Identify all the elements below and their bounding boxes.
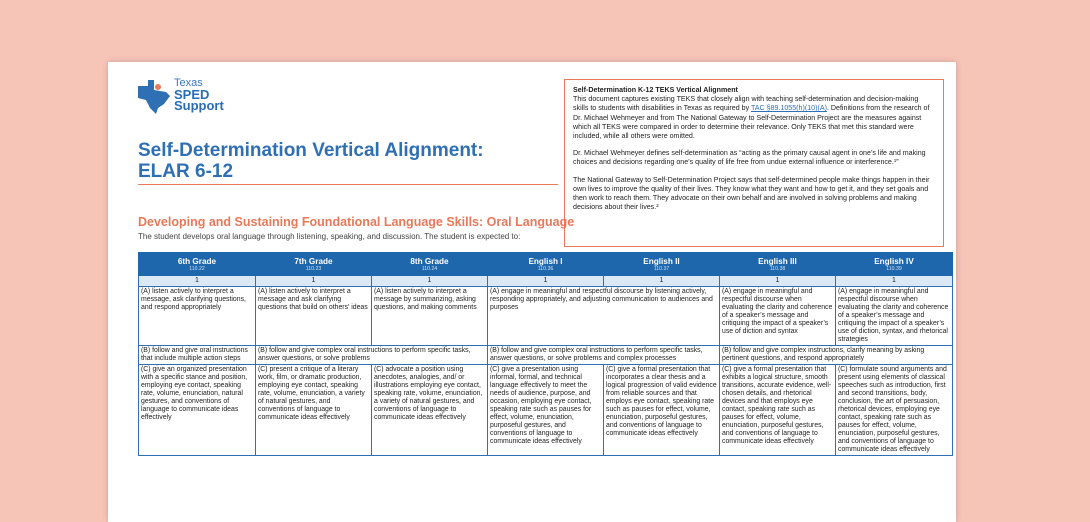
page-title-line2: ELAR 6-12 bbox=[138, 161, 234, 182]
table-cell: 1 bbox=[836, 276, 953, 287]
header-english-2: English II 110.37 bbox=[604, 253, 720, 276]
info-text: This document captures existing TEKS that closely align with teaching self-determination and decision-making skills to students with disabilities in Texas as required by bbox=[573, 95, 919, 113]
table-cell: 1 bbox=[139, 276, 256, 287]
table-cell: 1 bbox=[256, 276, 372, 287]
table-cell: (A) engage in meaningful and respectful discourse when evaluating the clarity and coherence of a speaker’s message and critiquing the impact of a speaker’s use of diction and syntax bbox=[720, 287, 836, 346]
header-8th-grade: 8th Grade 110.24 bbox=[372, 253, 488, 276]
table-cell: (C) formulate sound arguments and present using elements of classical speeches such as introduction, first and second transitions, body, conclusion, the art of persuasion, rhetorical devices, employing eye contact, speaking rate such as pauses for effect, volume, enunciation, purposeful gestures, and conventions of language to communicate ideas effectively bbox=[836, 365, 953, 456]
table-cell: (C) advocate a position using anecdotes, analogies, and/ or illustrations employing eye contact, speaking rate, volume, enunciation, a variety of natural gestures, and conventions of language to communicate ideas effectively bbox=[372, 365, 488, 456]
table-cell: (C) give a formal presentation that incorporates a clear thesis and a logical progression of valid evidence from reliable sources and that employs eye contact, speaking rate such as pauses for effect, volume, enunciation, purposeful gestures, and conventions of language to communicate ideas effectively bbox=[604, 365, 720, 456]
table-cell: (A) listen actively to interpret a message and ask clarifying questions that build on others’ ideas bbox=[256, 287, 372, 346]
table-cell: 1 bbox=[488, 276, 604, 287]
table-cell: (B) follow and give oral instructions that include multiple action steps bbox=[139, 346, 256, 365]
table-header-row bbox=[139, 253, 953, 276]
section-subtitle: The student develops oral language through listening, speaking, and discussion. The student is expected to: bbox=[138, 232, 521, 241]
page-title bbox=[138, 140, 558, 182]
header-english-1: English I 110.36 bbox=[488, 253, 604, 276]
section-title: Developing and Sustaining Foundational Language Skills: Oral Language bbox=[138, 215, 575, 229]
header-english-3: English III 110.38 bbox=[720, 253, 836, 276]
table-cell: 1 bbox=[604, 276, 720, 287]
info-box-heading: Self-Determination K-12 TEKS Vertical Alignment bbox=[573, 86, 738, 94]
header-english-4: English IV 110.39 bbox=[836, 253, 953, 276]
table-cell: (C) give an organized presentation with a specific stance and position, employing eye contact, speaking rate, volume, enunciation, natural gestures, and conventions of language to communicate ideas effectively bbox=[139, 365, 256, 456]
table-cell: (B) follow and give complex oral instructions to perform specific tasks, answer questions, or solve problems bbox=[256, 346, 488, 365]
info-box-paragraph-2: Dr. Michael Wehmeyer defines self-determination as “acting as the primary causal agent in one’s life and making choices and decisions regarding one’s quality of life free from undue external influence or interference.¹” bbox=[573, 149, 926, 167]
header-7th-grade: 7th Grade 110.23 bbox=[256, 253, 372, 276]
table-row bbox=[139, 346, 953, 365]
table-cell: (A) listen actively to interpret a message, ask clarifying questions, and respond appropriately bbox=[139, 287, 256, 346]
table-row bbox=[139, 365, 953, 456]
table-cell: (B) follow and give complex instructions, clarify meaning by asking pertinent questions, and respond appropriately bbox=[720, 346, 953, 365]
info-box bbox=[564, 79, 944, 247]
logo-sped-text: SPED bbox=[174, 87, 210, 102]
info-box-paragraph-3: The National Gateway to Self-Determination Project says that self-determined people make things happen in their own lives to improve the quality of their lives. They know what they want and how to get it, and they set goals and then work to reach them. They advocate on their own behalf and are involved in solving problems and making decisions about their lives.² bbox=[573, 175, 930, 212]
table-cell: (B) follow and give complex oral instructions to perform specific tasks, answer questions, or solve problems and complex processes bbox=[488, 346, 720, 365]
table-cell: (C) give a presentation using informal, formal, and technical language effectively to meet the needs of audience, purpose, and occasion, employing eye contact, speaking rate such as pauses for effect, volume, enunciation, purposeful gestures, and conventions of language to communicate ideas effectively bbox=[488, 365, 604, 456]
table-cell: (A) engage in meaningful and respectful discourse by listening actively, responding appropriately, and adjusting communication to audiences and purposes bbox=[488, 287, 720, 346]
texas-shape-icon bbox=[136, 80, 172, 114]
table-cell: 1 bbox=[720, 276, 836, 287]
info-box-paragraph-1 bbox=[573, 95, 935, 141]
table-cell: (A) listen actively to interpret a message by summarizing, asking questions, and making comments bbox=[372, 287, 488, 346]
table-cell: (A) engage in meaningful and respectful discourse when evaluating the clarity and coherence of a speaker’s message and critiquing the impact of a speaker’s use of diction, syntax, and rhetorical strategies bbox=[836, 287, 953, 346]
table-row bbox=[139, 287, 953, 346]
logo-support-text: Support bbox=[174, 98, 224, 113]
document-page bbox=[108, 62, 956, 522]
table-cell: 1 bbox=[372, 276, 488, 287]
header-6th-grade: 6th Grade 110.22 bbox=[139, 253, 256, 276]
logo-texas-text: Texas bbox=[174, 77, 203, 89]
table-cell: (C) give a formal presentation that exhibits a logical structure, smooth transitions, accurate evidence, well-chosen details, and rhetorical devices and that employs eye contact, speaking rate such as pauses for effect, volume, enunciation, purposeful gestures, and conventions of language to communicate ideas effectively bbox=[720, 365, 836, 456]
table-cell: (C) present a critique of a literary work, film, or dramatic production, employing eye contact, speaking rate, volume, enunciation, a variety of natural gestures, and conventions of language to communicate ideas effectively bbox=[256, 365, 372, 456]
info-text: . Definitions from the research of Dr. Michael Wehmeyer and from The National Gateway to Self-Determination Project are the measures against which all TEKS were compared in order to determine their relevance. Only TEKS that met this standard were included, while all others were omitted. bbox=[573, 104, 930, 141]
page-title-line1: Self-Determination Vertical Alignment: bbox=[138, 140, 484, 161]
alignment-table bbox=[138, 252, 953, 456]
table-number-row bbox=[139, 276, 953, 287]
tac-link[interactable]: TAC §89.1055(h)(10)(A) bbox=[750, 104, 827, 113]
texas-sped-support-logo bbox=[136, 78, 246, 118]
title-divider bbox=[138, 184, 558, 185]
